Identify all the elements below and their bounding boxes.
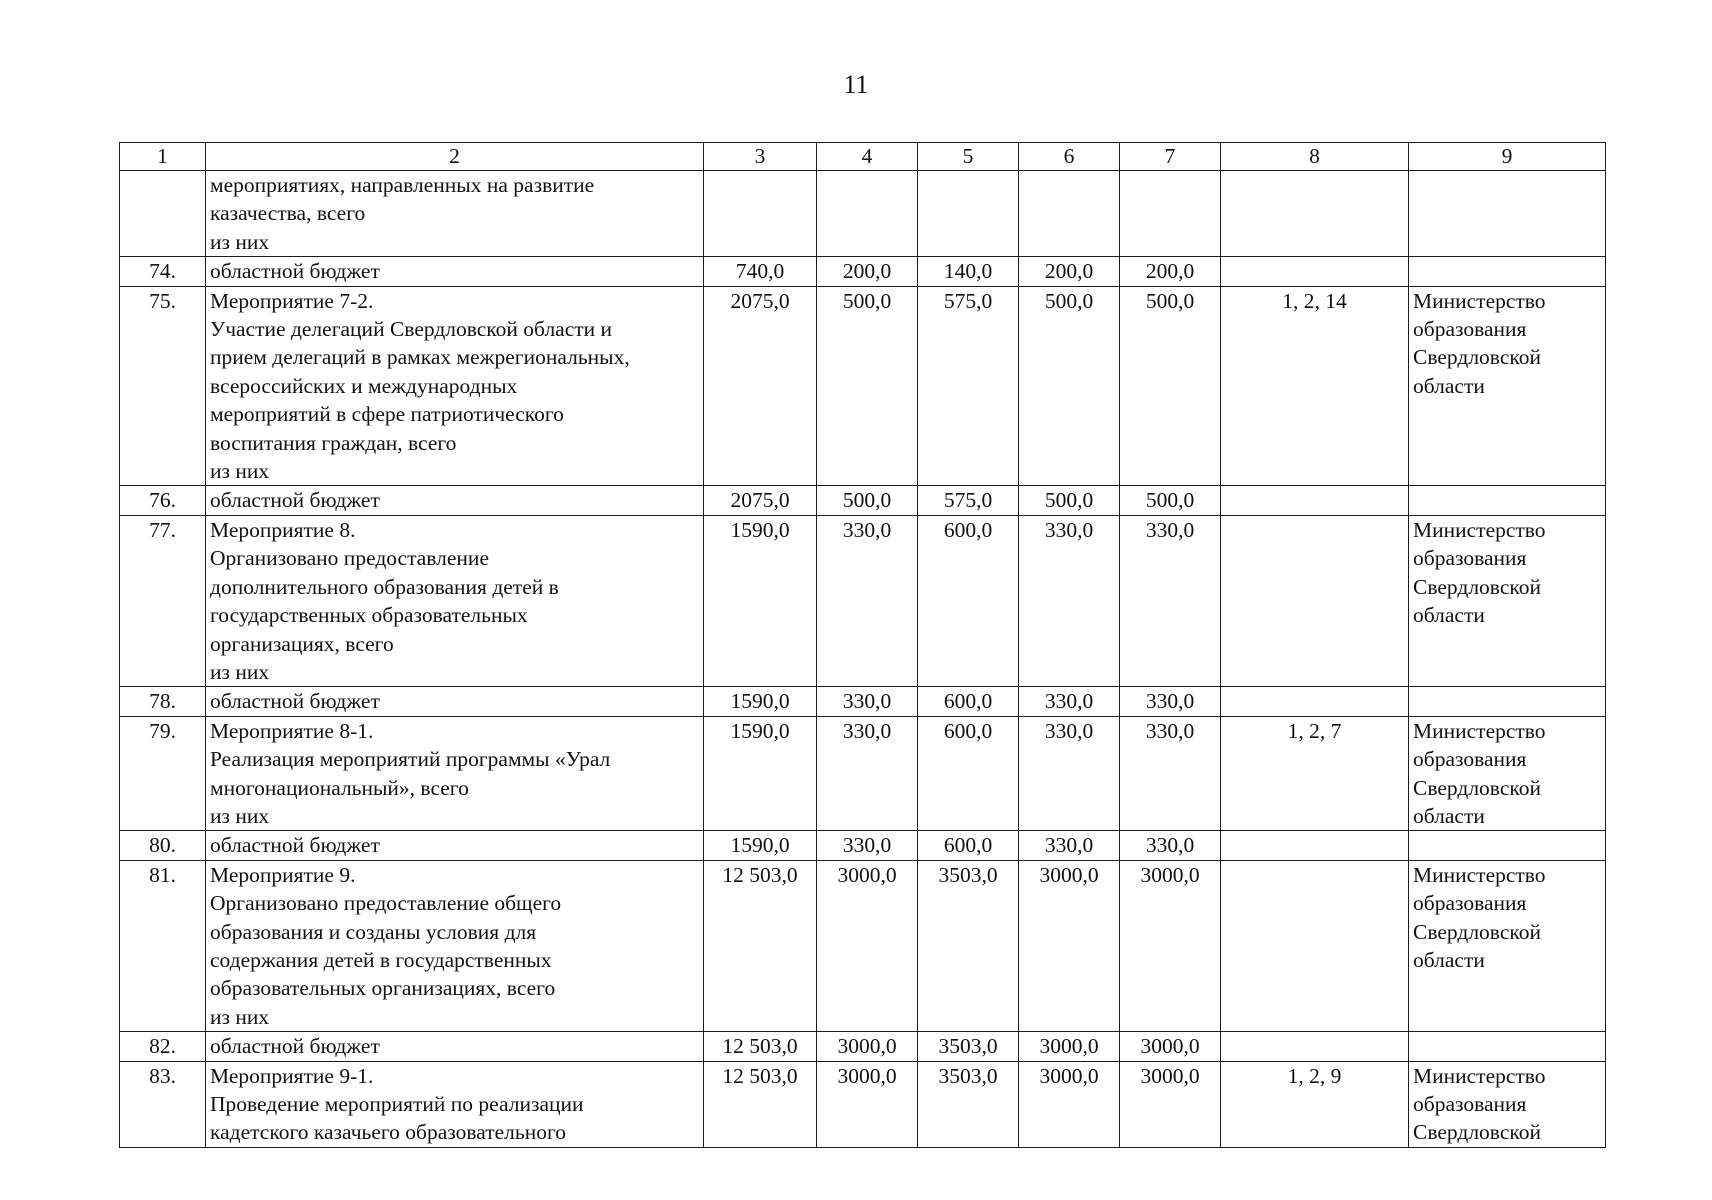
amount-cell: 2075,0 [704, 286, 817, 486]
description-line: мероприятиях, направленных на развитие [210, 173, 595, 197]
table-row [120, 1032, 1606, 1061]
amount-cell: 1590,0 [704, 515, 817, 686]
executor-line: образования [1413, 747, 1527, 772]
executor-cell [1409, 1032, 1606, 1061]
row-description [206, 687, 704, 716]
row-description [206, 716, 704, 831]
description-line: Проведение мероприятий по реализации [210, 1092, 584, 1116]
description-line: из них [210, 659, 270, 684]
executor-line: области [1413, 803, 1485, 828]
description-line: воспитания граждан, всего [210, 430, 457, 455]
amount-cell: 600,0 [918, 831, 1019, 860]
amount-cell: 575,0 [918, 286, 1019, 486]
amount-cell: 330,0 [1120, 716, 1221, 831]
description-line: Мероприятие 9. [210, 862, 356, 887]
row-number: 74. [120, 257, 206, 286]
amount-cell: 12 503,0 [704, 1032, 817, 1061]
row-description [206, 1061, 704, 1147]
description-line: Мероприятие 9-1. [210, 1063, 374, 1088]
row-description [206, 171, 704, 257]
description-line: Организовано предоставление [210, 546, 489, 571]
amount-cell: 330,0 [817, 831, 918, 860]
row-number: 77. [120, 515, 206, 686]
amount-cell: 500,0 [1120, 286, 1221, 486]
row-description [206, 257, 704, 286]
executor-line: области [1413, 603, 1485, 628]
amount-cell: 12 503,0 [704, 1061, 817, 1147]
amount-cell: 500,0 [1019, 486, 1120, 515]
goal-numbers-cell [1221, 831, 1409, 860]
header-cell: 8 [1221, 143, 1409, 171]
executor-cell [1409, 716, 1606, 831]
amount-cell: 3503,0 [918, 860, 1019, 1031]
amount-cell: 3000,0 [1120, 860, 1221, 1031]
amount-cell: 3000,0 [1019, 860, 1120, 1031]
executor-line: образования [1413, 891, 1527, 916]
amount-cell: 330,0 [1120, 687, 1221, 716]
description-line: из них [210, 803, 270, 828]
description-line: областной бюджет [210, 488, 380, 513]
executor-cell [1409, 831, 1606, 860]
executor-line: области [1413, 373, 1485, 398]
table-row [120, 171, 1606, 257]
amount-cell: 200,0 [817, 257, 918, 286]
table-row [120, 1061, 1606, 1147]
description-line: областной бюджет [210, 1034, 380, 1059]
description-line: всероссийских и международных [210, 373, 518, 398]
goal-numbers-cell: 1, 2, 9 [1221, 1061, 1409, 1147]
amount-cell: 330,0 [1120, 831, 1221, 860]
amount-cell: 3000,0 [817, 1032, 918, 1061]
executor-cell [1409, 486, 1606, 515]
description-line: Мероприятие 8. [210, 517, 356, 542]
executor-cell [1409, 687, 1606, 716]
amount-cell: 330,0 [1019, 515, 1120, 686]
header-cell: 6 [1019, 143, 1120, 171]
amount-cell: 3503,0 [918, 1032, 1019, 1061]
amount-cell: 3000,0 [1120, 1032, 1221, 1061]
amount-cell [704, 171, 817, 257]
amount-cell: 200,0 [1120, 257, 1221, 286]
description-line: областной бюджет [210, 259, 380, 284]
table-row [120, 860, 1606, 1031]
amount-cell: 740,0 [704, 257, 817, 286]
row-description [206, 486, 704, 515]
goal-numbers-cell [1221, 171, 1409, 257]
amount-cell: 330,0 [1019, 687, 1120, 716]
description-line: Организовано предоставление общего [210, 891, 562, 916]
table-row [120, 515, 1606, 686]
amount-cell: 500,0 [1120, 486, 1221, 515]
amount-cell [817, 171, 918, 257]
table-row [120, 716, 1606, 831]
executor-line: Свердловской [1413, 574, 1541, 599]
executor-cell [1409, 257, 1606, 286]
table-body [120, 171, 1606, 1148]
amount-cell: 330,0 [1019, 831, 1120, 860]
amount-cell [1120, 171, 1221, 257]
header-cell: 7 [1120, 143, 1221, 171]
budget-table [119, 142, 1606, 1148]
row-number: 79. [120, 716, 206, 831]
row-number: 78. [120, 687, 206, 716]
row-description [206, 1032, 704, 1061]
executor-cell [1409, 1061, 1606, 1147]
row-number: 81. [120, 860, 206, 1031]
executor-line: Министерство [1413, 862, 1546, 887]
amount-cell: 3000,0 [1019, 1061, 1120, 1147]
description-line: организациях, всего [210, 631, 394, 656]
description-line: многонациональный», всего [210, 775, 469, 800]
amount-cell: 330,0 [1019, 716, 1120, 831]
amount-cell: 330,0 [1120, 515, 1221, 686]
row-number: 82. [120, 1032, 206, 1061]
amount-cell: 600,0 [918, 515, 1019, 686]
header-cell: 2 [206, 143, 704, 171]
amount-cell: 500,0 [1019, 286, 1120, 486]
description-line: областной бюджет [210, 833, 380, 858]
amount-cell [918, 171, 1019, 257]
description-line: мероприятий в сфере патриотического [210, 402, 564, 427]
description-line: областной бюджет [210, 689, 380, 714]
executor-line: Министерство [1413, 1063, 1546, 1088]
amount-cell: 3000,0 [817, 860, 918, 1031]
table-row [120, 486, 1606, 515]
executor-line: Министерство [1413, 718, 1546, 743]
description-line: из них [210, 459, 270, 484]
executor-line: Свердловской [1413, 919, 1541, 944]
executor-cell [1409, 286, 1606, 486]
description-line: дополнительного образования детей в [210, 574, 559, 599]
description-line: образовательных организациях, всего [210, 976, 556, 1001]
row-number: 80. [120, 831, 206, 860]
description-line: содержания детей в государственных [210, 947, 552, 972]
amount-cell: 500,0 [817, 486, 918, 515]
goal-numbers-cell: 1, 2, 14 [1221, 286, 1409, 486]
goal-numbers-cell [1221, 486, 1409, 515]
amount-cell: 3000,0 [1019, 1032, 1120, 1061]
amount-cell: 600,0 [918, 716, 1019, 831]
amount-cell: 2075,0 [704, 486, 817, 515]
table-row [120, 687, 1606, 716]
goal-numbers-cell [1221, 687, 1409, 716]
row-number: 76. [120, 486, 206, 515]
amount-cell: 3000,0 [817, 1061, 918, 1147]
executor-line: Свердловской [1413, 1120, 1541, 1145]
executor-line: образования [1413, 546, 1527, 571]
header-cell: 9 [1409, 143, 1606, 171]
row-description [206, 515, 704, 686]
header-cell: 3 [704, 143, 817, 171]
amount-cell: 1590,0 [704, 716, 817, 831]
description-line: государственных образовательных [210, 603, 528, 628]
description-line: казачества, всего [210, 201, 366, 226]
description-line: Мероприятие 8-1. [210, 718, 374, 743]
executor-line: образования [1413, 317, 1527, 342]
description-line: из них [210, 229, 270, 254]
row-description [206, 860, 704, 1031]
executor-line: Министерство [1413, 288, 1546, 313]
executor-line: образования [1413, 1092, 1527, 1116]
description-line: прием делегаций в рамках межрегиональных, [210, 345, 630, 370]
row-number [120, 171, 206, 257]
amount-cell: 500,0 [817, 286, 918, 486]
amount-cell: 140,0 [918, 257, 1019, 286]
header-cell: 5 [918, 143, 1019, 171]
description-line: Мероприятие 7-2. [210, 288, 374, 313]
amount-cell: 600,0 [918, 687, 1019, 716]
table-row [120, 257, 1606, 286]
page-number: 11 [843, 70, 869, 99]
executor-cell [1409, 171, 1606, 257]
goal-numbers-cell: 1, 2, 7 [1221, 716, 1409, 831]
description-line: образования и созданы условия для [210, 919, 537, 944]
goal-numbers-cell [1221, 1032, 1409, 1061]
row-description [206, 286, 704, 486]
row-number: 75. [120, 286, 206, 486]
description-line: Участие делегаций Свердловской области и [210, 317, 613, 342]
amount-cell: 330,0 [817, 515, 918, 686]
executor-line: области [1413, 947, 1485, 972]
amount-cell: 575,0 [918, 486, 1019, 515]
amount-cell: 1590,0 [704, 687, 817, 716]
amount-cell: 330,0 [817, 716, 918, 831]
amount-cell: 12 503,0 [704, 860, 817, 1031]
description-line: кадетского казачьего образовательного [210, 1120, 566, 1145]
executor-line: Свердловской [1413, 345, 1541, 370]
table-row [120, 286, 1606, 486]
header-cell: 4 [817, 143, 918, 171]
header-cell: 1 [120, 143, 206, 171]
executor-cell [1409, 515, 1606, 686]
row-description [206, 831, 704, 860]
table-row [120, 831, 1606, 860]
amount-cell [1019, 171, 1120, 257]
header-row [120, 143, 1606, 171]
amount-cell: 3000,0 [1120, 1061, 1221, 1147]
amount-cell: 3503,0 [918, 1061, 1019, 1147]
goal-numbers-cell [1221, 257, 1409, 286]
executor-line: Министерство [1413, 517, 1546, 542]
description-line: из них [210, 1004, 270, 1029]
amount-cell: 1590,0 [704, 831, 817, 860]
amount-cell: 330,0 [817, 687, 918, 716]
description-line: Реализация мероприятий программы «Урал [210, 747, 611, 772]
executor-cell [1409, 860, 1606, 1031]
goal-numbers-cell [1221, 515, 1409, 686]
amount-cell: 200,0 [1019, 257, 1120, 286]
executor-line: Свердловской [1413, 775, 1541, 800]
goal-numbers-cell [1221, 860, 1409, 1031]
row-number: 83. [120, 1061, 206, 1147]
